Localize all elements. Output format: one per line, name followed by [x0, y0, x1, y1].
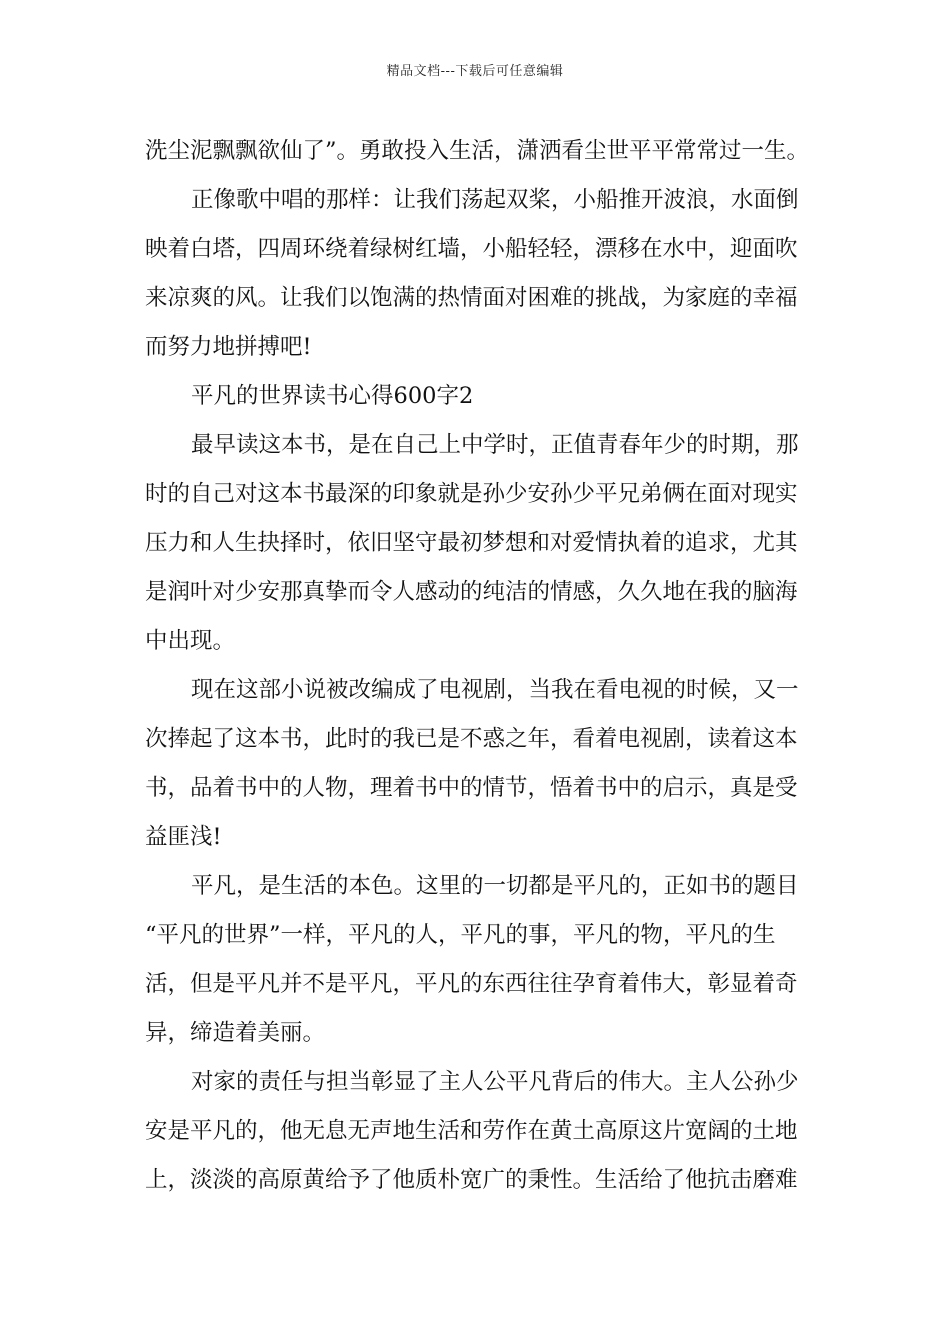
- text-line: 活，但是平凡并不是平凡，平凡的东西往往孕育着伟大，彰显着奇: [145, 971, 798, 997]
- page-header: 精品文档---下载后可任意编辑: [386, 64, 564, 79]
- document-body: [145, 127, 825, 1205]
- text-line: 异，缔造着美丽。: [145, 1020, 326, 1046]
- text-line: 现在这部小说被改编成了电视剧，当我在看电视的时候，又一: [191, 677, 799, 703]
- text-line: “平凡的世界”一样，平凡的人，平凡的事，平凡的物，平凡的生: [145, 922, 776, 948]
- text-line: 中出现。: [145, 628, 236, 654]
- text-line: 安是平凡的，他无息无声地生活和劳作在黄土高原这片宽阔的土地: [145, 1118, 798, 1144]
- text-line: 平凡，是生活的本色。这里的一切都是平凡的，正如书的题目: [191, 873, 799, 899]
- text-line: 益匪浅!: [145, 824, 222, 850]
- text-line: 书，品着书中的人物，理着书中的情节，悟着书中的启示，真是受: [145, 775, 798, 801]
- text-line: 次捧起了这本书，此时的我已是不惑之年，看着电视剧，读着这本: [145, 726, 798, 752]
- text-line: 是润叶对少安那真挚而令人感动的纯洁的情感，久久地在我的脑海: [145, 579, 798, 605]
- text-line: 而努力地拼搏吧!: [145, 334, 312, 360]
- text-line: 对家的责任与担当彰显了主人公平凡背后的伟大。主人公孙少: [191, 1069, 799, 1095]
- text-line: 映着白塔，四周环绕着绿树红墙，小船轻轻，漂移在水中，迎面吹: [145, 236, 798, 262]
- text-line: 最早读这本书，是在自己上中学时，正值青春年少的时期，那: [191, 432, 799, 458]
- text-line: 时的自己对这本书最深的印象就是孙少安孙少平兄弟俩在面对现实: [145, 481, 798, 507]
- text-line: 正像歌中唱的那样：让我们荡起双桨，小船推开波浪，水面倒: [191, 187, 799, 213]
- text-line: 上，淡淡的高原黄给予了他质朴宽广的秉性。生活给了他抗击磨难: [145, 1167, 798, 1193]
- text-line: 压力和人生抉择时，依旧坚守最初梦想和对爱情执着的追求，尤其: [145, 530, 798, 556]
- text-line: 洗尘泥飘飘欲仙了”。勇敢投入生活，潇洒看尘世平平常常过一生。: [145, 138, 810, 164]
- section-heading: 平凡的世界读书心得600字2: [191, 383, 474, 409]
- text-line: 来凉爽的风。让我们以饱满的热情面对困难的挑战，为家庭的幸福: [145, 285, 798, 311]
